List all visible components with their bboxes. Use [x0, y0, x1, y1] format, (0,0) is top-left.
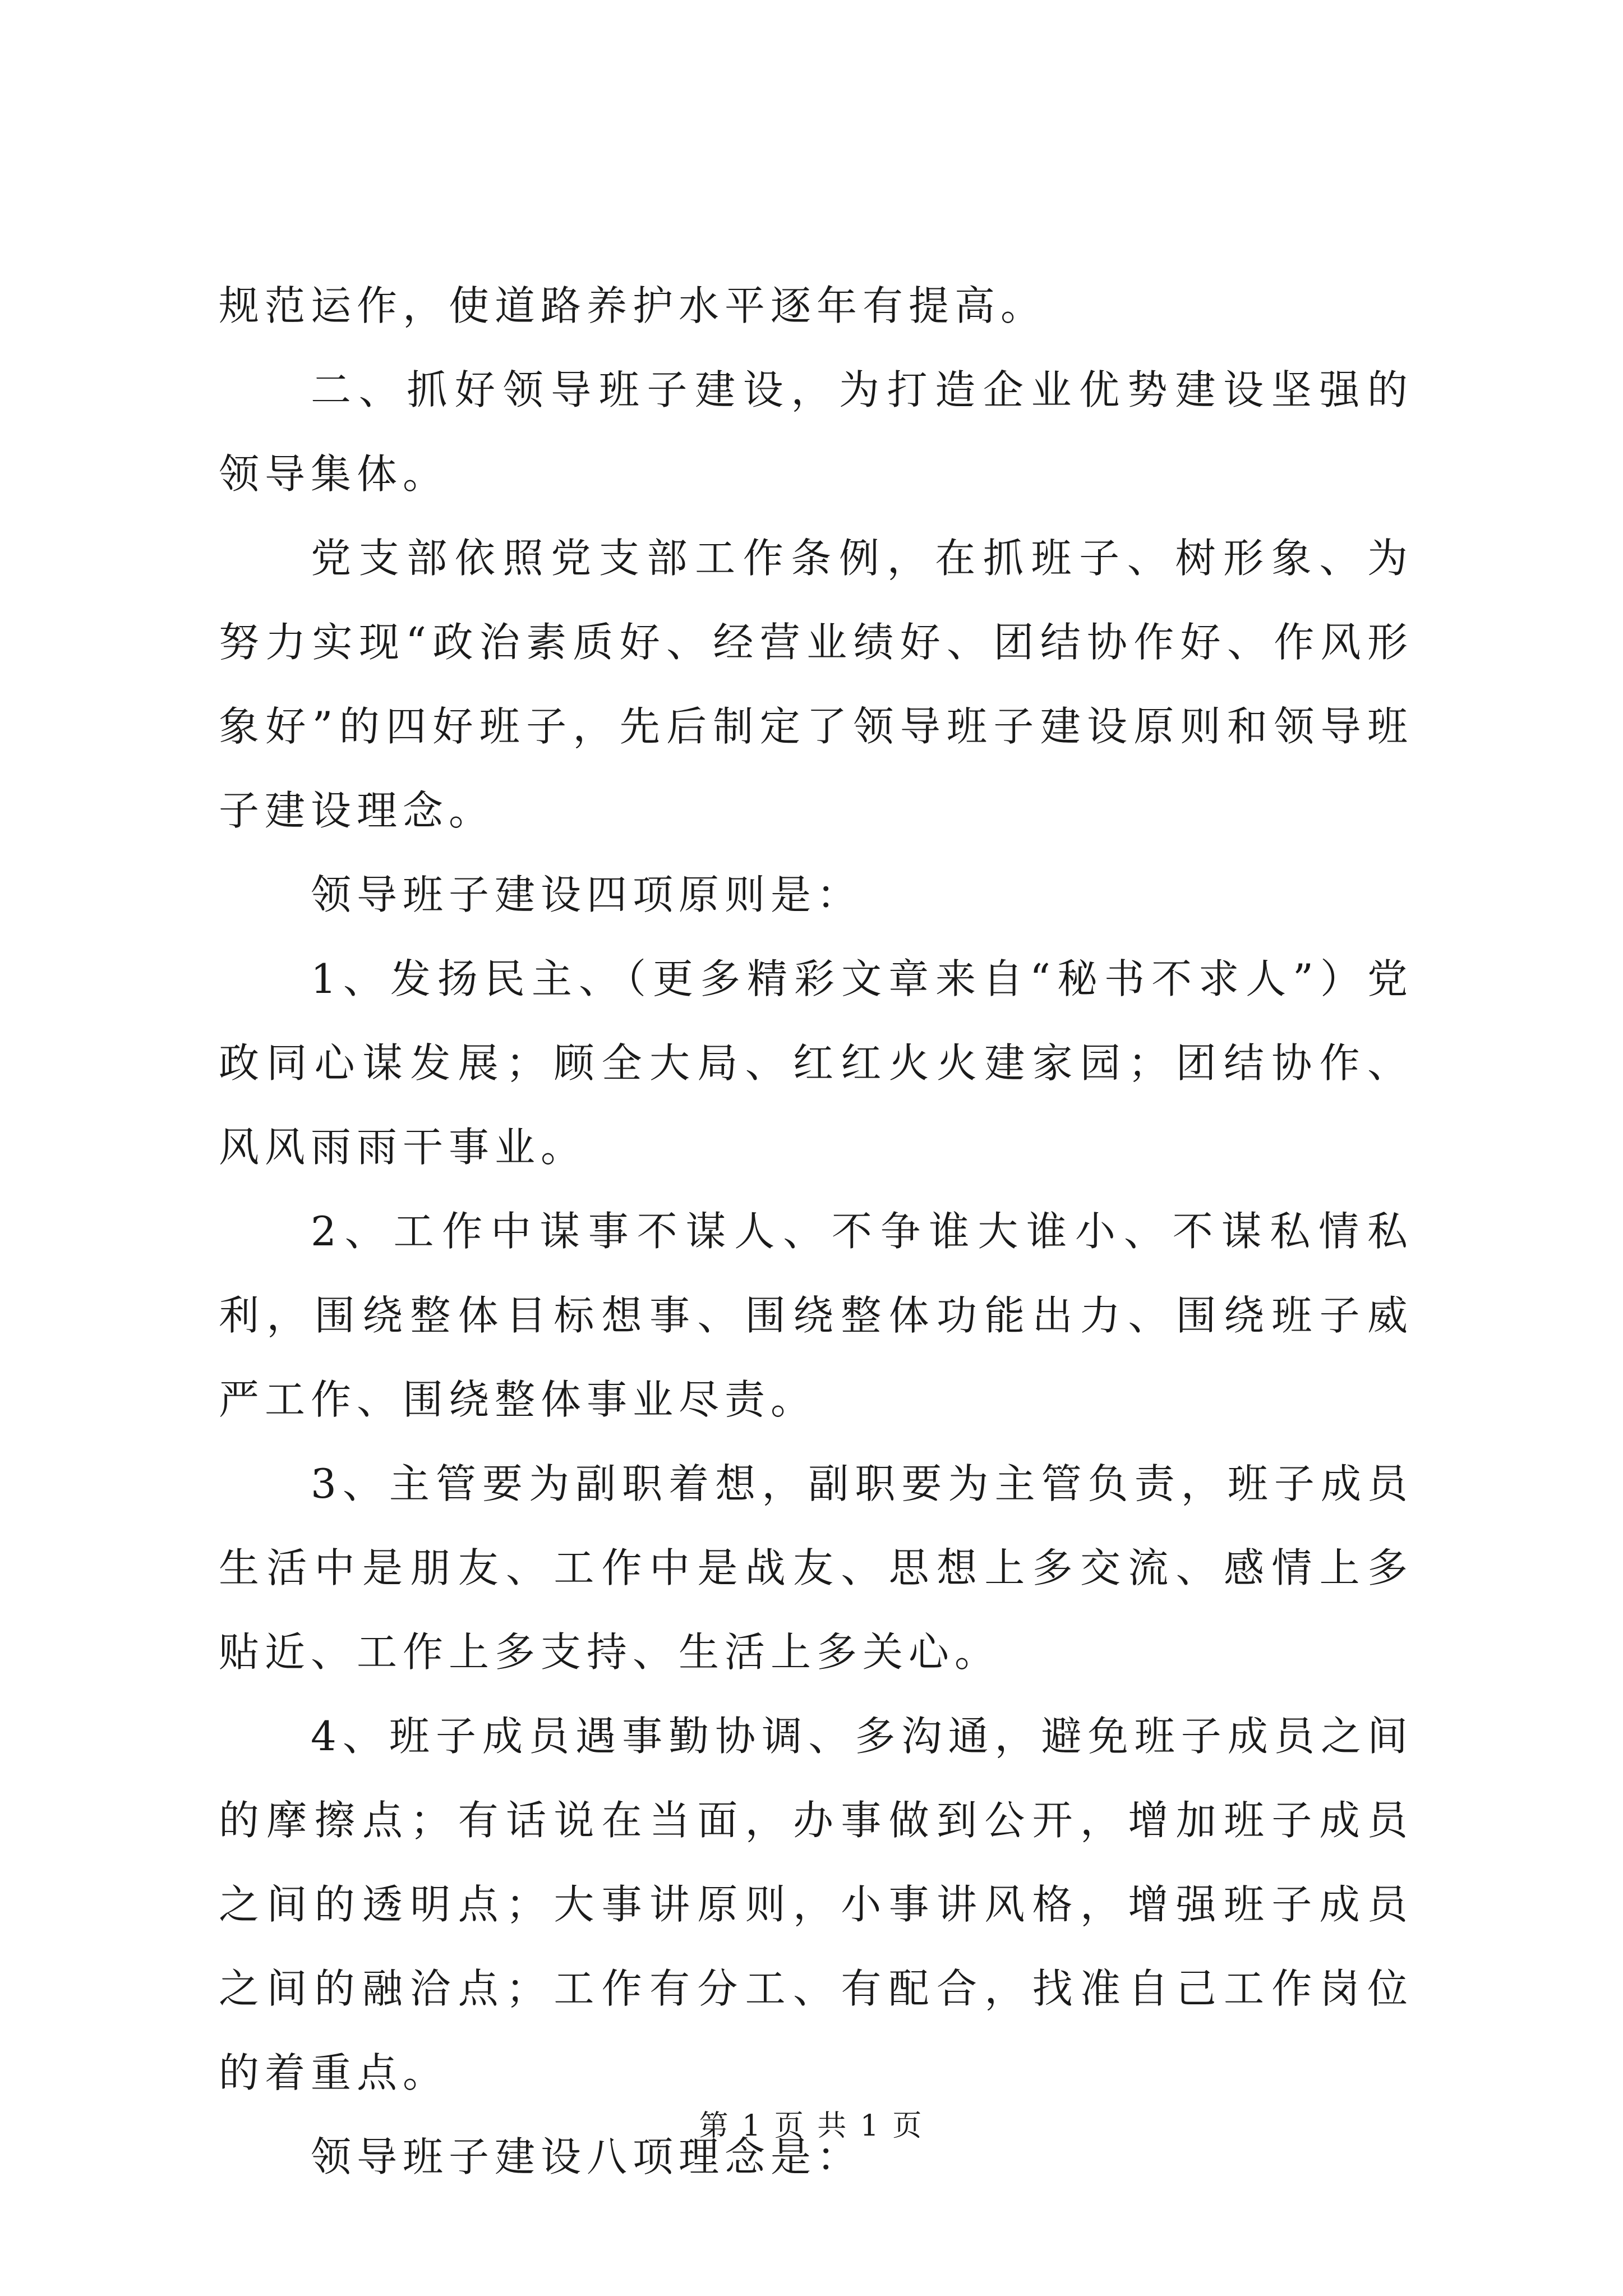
paragraph: 2、工作中谋事不谋人、不争谁大谁小、不谋私情私利，围绕整体目标想事、围绕整体功能出力、围绕班子威严工作、围绕整体事业尽责。 — [219, 1208, 1413, 1423]
paragraph: 3、主管要为副职着想，副职要为主管负责，班子成员生活中是朋友、工作中是战友、思想上多交流、感情上多贴近、工作上多支持、生活上多关心。 — [219, 1460, 1413, 1676]
page-footer: 第 1 页 共 1 页 — [699, 2109, 924, 2143]
paragraph: 4、班子成员遇事勤协调、多沟通，避免班子成员之间的摩擦点；有话说在当面，办事做到公开，增加班子成员之间的透明点；大事讲原则，小事讲风格，增强班子成员之间的融洽点；工作有分工、有配合，找准自己工作岗位的着重点。 — [219, 1713, 1413, 2096]
document-body — [219, 264, 1413, 2199]
paragraph: 党支部依照党支部工作条例，在抓班子、树形象、为努力实现“政治素质好、经营业绩好、团结协作好、作风形象好”的四好班子，先后制定了领导班子建设原则和领导班子建设理念。 — [219, 535, 1413, 834]
paragraph: 领导班子建设八项理念是： — [311, 2133, 863, 2180]
paragraph: 1、发扬民主、（更多精彩文章来自“秘书不求人”）党政同心谋发展；顾全大局、红红火火建家园；团结协作、风风雨雨干事业。 — [219, 955, 1413, 1171]
paragraph: 二、抓好领导班子建设，为打造企业优势建设坚强的领导集体。 — [219, 366, 1413, 498]
paragraph: 领导班子建设四项原则是： — [311, 871, 863, 918]
paragraph: 规范运作，使道路养护水平逐年有提高。 — [219, 282, 1047, 329]
